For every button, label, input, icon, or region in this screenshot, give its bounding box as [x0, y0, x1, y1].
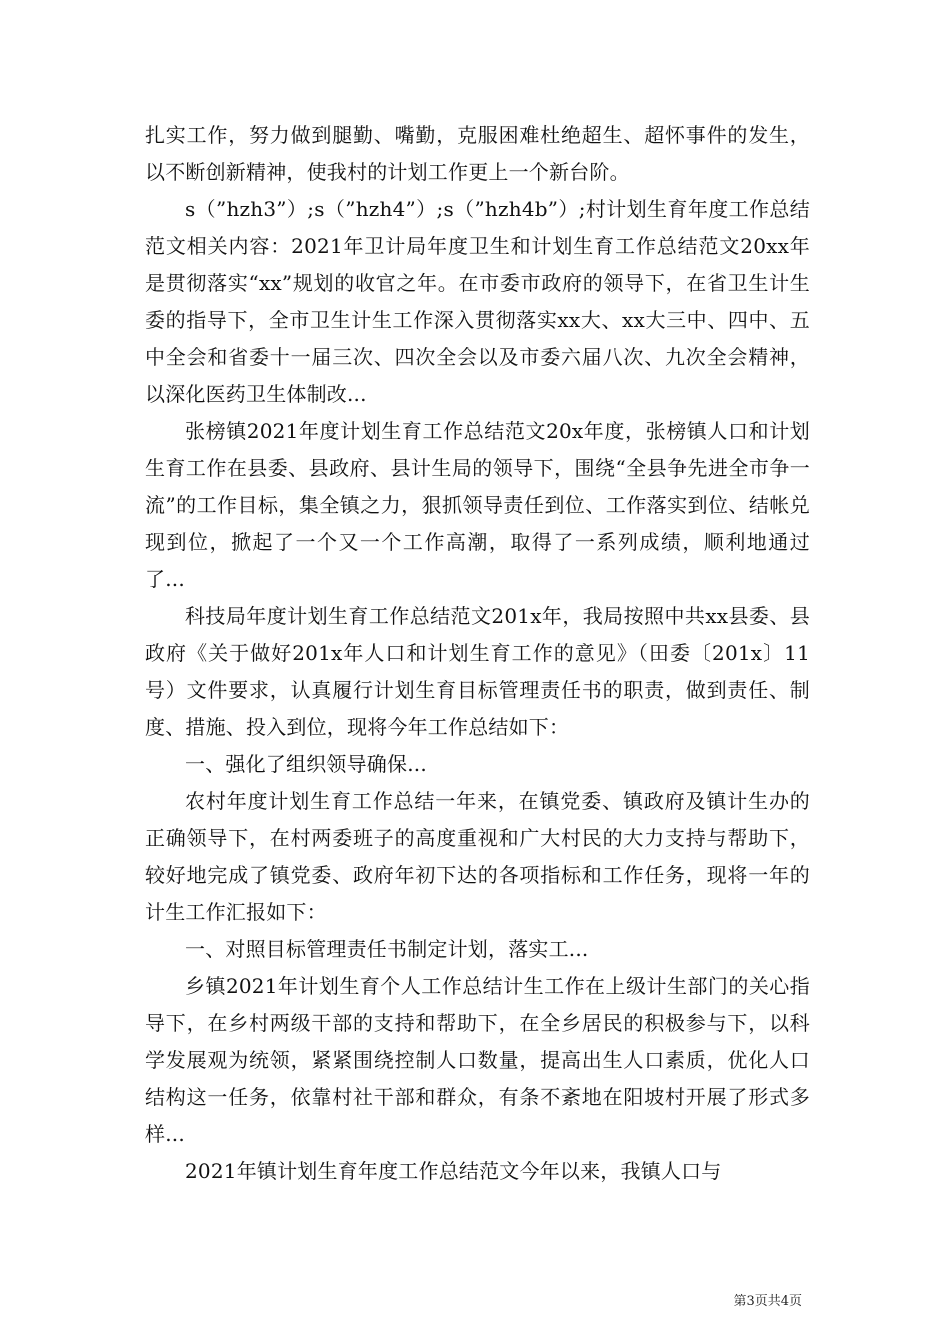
document-body — [145, 117, 810, 1190]
paragraph-6: 农村年度计划生育工作总结一年来，在镇党委、镇政府及镇计生办的正确领导下，在村两委班子的高度重视和广大村民的大力支持与帮助下，较好地完成了镇党委、政府年初下达的各项指标和工作任务，现将一年的计生工作汇报如下： — [145, 789, 810, 924]
paragraph-8: 乡镇2021年计划生育个人工作总结计生工作在上级计生部门的关心指导下，在乡村两级干部的支持和帮助下，在全乡居民的积极参与下，以科学发展观为统领，紧紧围绕控制人口数量，提高出生人口素质，优化人口结构这一任务，依靠村社干部和群众，有条不紊地在阳坡村开展了形式多样... — [145, 974, 810, 1146]
paragraph-5: 一、强化了组织领导确保... — [185, 752, 427, 776]
paragraph-1: 扎实工作，努力做到腿勤、嘴勤，克服困难杜绝超生、超怀事件的发生，以不断创新精神，使我村的计划工作更上一个新台阶。 — [145, 123, 810, 184]
paragraph-7: 一、对照目标管理责任书制定计划，落实工... — [185, 937, 589, 961]
paragraph-3: 张榜镇2021年度计划生育工作总结范文20x年度，张榜镇人口和计划生育工作在县委、县政府、县计生局的领导下，围绕“全县争先进全市争一流”的工作目标，集全镇之力，狠抓领导责任到位、工作落实到位、结帐兑现到位，掀起了一个又一个工作高潮，取得了一系列成绩，顺利地通过了... — [145, 419, 810, 591]
paragraph-9: 2021年镇计划生育年度工作总结范文今年以来，我镇人口与 — [185, 1159, 722, 1183]
page-number: 第3页共4页 — [733, 1294, 802, 1309]
paragraph-2: s（”hzh3”）;s（”hzh4”）;s（”hzh4b”）;村计划生育年度工作总结范文相关内容：2021年卫计局年度卫生和计划生育工作总结范文20xx年是贯彻落实“xx”规划的收官之年。在市委市政府的领导下，在省卫生计生委的指导下，全市卫生计生工作深入贯彻落实xx大、xx大三中、四中、五中全会和省委十一届三次、四次全会以及市委六届八次、九次全会精神，以深化医药卫生体制改... — [145, 197, 810, 406]
paragraph-4: 科技局年度计划生育工作总结范文201x年，我局按照中共xx县委、县政府《关于做好201x年人口和计划生育工作的意见》（田委〔201x〕11号）文件要求，认真履行计划生育目标管理责任书的职责，做到责任、制度、措施、投入到位，现将今年工作总结如下： — [145, 604, 810, 739]
